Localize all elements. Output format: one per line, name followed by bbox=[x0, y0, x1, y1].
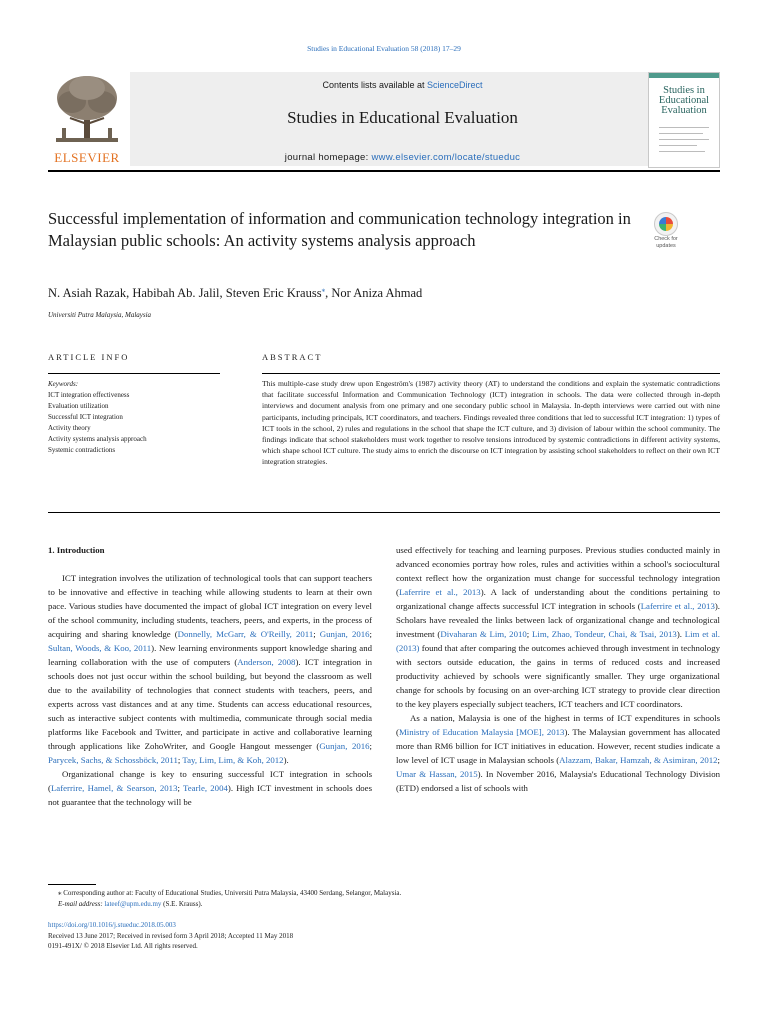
citation-link[interactable]: Sultan, Woods, & Koo, 2011 bbox=[48, 643, 152, 653]
elsevier-tree-icon bbox=[48, 72, 126, 148]
cover-title: Studies in Educational Evaluation bbox=[658, 85, 710, 116]
received-dates: Received 13 June 2017; Received in revised form 3 April 2018; Accepted 11 May 2018 bbox=[48, 931, 294, 940]
body-column-right bbox=[396, 543, 720, 795]
citation-link[interactable]: Lim, Zhao, Tondeur, Chai, & Tsai, 2013 bbox=[532, 629, 677, 639]
keywords-label: Keywords: bbox=[48, 380, 79, 388]
citation-link[interactable]: Laferrire et al., 2013 bbox=[640, 601, 715, 611]
paragraph-text: used effectively for teaching and learning purposes. Previous studies conducted mainly in advanced economies portray how roles, rules and activities within a school's sociocultural context reflect how the organization must change for successful technology integration ( bbox=[396, 545, 720, 597]
cover-decoration bbox=[659, 145, 697, 146]
email-note bbox=[48, 899, 720, 910]
section-heading-introduction: 1. Introduction bbox=[48, 545, 105, 555]
body-paragraph bbox=[48, 767, 372, 809]
citation-link[interactable]: Laferrire et al., 2013 bbox=[398, 587, 481, 597]
body-paragraph bbox=[48, 571, 372, 767]
cover-decoration bbox=[659, 127, 709, 128]
author-name[interactable]: Steven Eric Krauss bbox=[225, 286, 322, 301]
paragraph-text: As a nation, Malaysia is one of the highest in terms of ICT expenditures in schools ( bbox=[396, 713, 720, 737]
masthead-banner bbox=[130, 72, 675, 166]
paragraph-text: ). New learning environments support knowledge sharing and learning collaboration with the use of computers ( bbox=[48, 643, 372, 667]
citation-link[interactable]: Gunjan, 2016 bbox=[319, 741, 370, 751]
citation-separator: ; bbox=[526, 629, 533, 639]
journal-cover-thumbnail[interactable] bbox=[648, 72, 720, 168]
paragraph-text: ). The Malaysian government has allocated more than RM6 billion for ICT initiatives in education. However, recent studies indicate a low level of ICT usage in Malaysian schools ( bbox=[396, 727, 720, 765]
footnote-rule bbox=[48, 884, 96, 885]
contents-line bbox=[130, 80, 675, 90]
check-updates-label: Check for updates bbox=[654, 236, 678, 249]
masthead-rule bbox=[48, 170, 720, 172]
keyword: Successful ICT integration bbox=[48, 413, 123, 421]
citation-link[interactable]: Gunjan, 2016 bbox=[319, 629, 370, 639]
keywords-block bbox=[48, 379, 248, 456]
masthead bbox=[48, 72, 720, 168]
article-info-rule bbox=[48, 373, 220, 374]
paragraph-text: Organizational change is key to ensuring successful ICT integration in schools ( bbox=[48, 769, 372, 793]
email-owner: (S.E. Krauss). bbox=[163, 900, 203, 908]
paragraph-text: ). In November 2016, Malaysia's Educational Technology Division (ETD) endorsed a list of schools with bbox=[396, 769, 720, 793]
article-info-heading: ARTICLE INFO bbox=[48, 352, 130, 362]
keyword: Evaluation utilization bbox=[48, 402, 109, 410]
citation-separator: ; bbox=[369, 629, 372, 639]
affiliation: Universiti Putra Malaysia, Malaysia bbox=[48, 311, 152, 319]
citation-separator: ; bbox=[717, 755, 720, 765]
footnotes bbox=[48, 888, 720, 910]
citation-link[interactable]: Ministry of Education Malaysia [MOE], 2013 bbox=[398, 727, 565, 737]
journal-title: Studies in Educational Evaluation bbox=[287, 108, 518, 127]
elsevier-wordmark: ELSEVIER bbox=[54, 150, 120, 165]
paragraph-text: ). bbox=[283, 755, 289, 765]
keyword: Systemic contradictions bbox=[48, 446, 116, 454]
paragraph-text: ICT integration involves the utilization of technological tools that can support teachers to be innovative and effective in teaching while allowing students to learn at their own pace. Various studies have documented the impact of global ICT integration on every level of the school community, including students, teachers, peers, and experts, in the process of acquiring and sharing knowledge ( bbox=[48, 573, 372, 639]
paragraph-text: found that after comparing the outcomes achieved through investment in technology with sectors outside education, the gains in terms of reduced costs and increased productivity achieved by schools were significantly smaller. They urge organizational change for schools by focusing on an over-arching ICT strategy to provide clear direction to the key players especially subject teachers, ICT teachers and ICT coordinators. bbox=[396, 643, 720, 709]
homepage-prefix: journal homepage: bbox=[284, 152, 372, 163]
article-metadata bbox=[48, 920, 720, 952]
corresponding-author-mark[interactable]: ⁎ bbox=[321, 286, 326, 294]
body-paragraph bbox=[396, 543, 720, 711]
cover-decoration bbox=[659, 133, 703, 134]
citation-link[interactable]: Laferrire, Hamel, & Searson, 2013 bbox=[50, 783, 178, 793]
email-link[interactable]: lateef@upm.edu.my bbox=[104, 900, 162, 908]
author-name[interactable]: Habibah Ab. Jalil bbox=[132, 286, 220, 301]
abstract-rule bbox=[262, 373, 720, 374]
citation-link[interactable]: Divaharan & Lim, 2010 bbox=[440, 629, 527, 639]
author-name[interactable]: Nor Aniza Ahmad bbox=[331, 286, 423, 301]
cover-decoration bbox=[659, 151, 705, 152]
citation-separator: ; bbox=[177, 755, 183, 765]
keyword: Activity systems analysis approach bbox=[48, 435, 147, 443]
author-name[interactable]: N. Asiah Razak bbox=[48, 286, 127, 301]
abstract-bottom-rule bbox=[48, 512, 720, 513]
citation-link[interactable]: Anderson, 2008 bbox=[237, 657, 296, 667]
doi-link[interactable]: https://doi.org/10.1016/j.stueduc.2018.05.003 bbox=[48, 921, 176, 929]
article-title: Successful implementation of information and communication technology integration in Malaysian public schools: An activity systems analysis approach bbox=[48, 209, 631, 250]
body-column-left bbox=[48, 543, 372, 809]
email-label: E-mail address: bbox=[58, 900, 103, 908]
keyword: ICT integration effectiveness bbox=[48, 391, 130, 399]
keyword: Activity theory bbox=[48, 424, 91, 432]
citation-link[interactable]: Umar & Hassan, 2015 bbox=[396, 769, 478, 779]
check-for-updates-button[interactable] bbox=[646, 212, 686, 258]
citation-link[interactable]: Tay, Lim, Lim, & Koh, 2012 bbox=[182, 755, 284, 765]
citation-link[interactable]: Lim et al. (2013) bbox=[396, 629, 720, 653]
citation-separator: ; bbox=[313, 629, 320, 639]
elsevier-logo[interactable] bbox=[48, 72, 126, 166]
paragraph-text: ). A lack of understanding about the conditions pertaining to organizational change affects successful ICT integration in schools ( bbox=[396, 587, 720, 611]
sciencedirect-link[interactable]: ScienceDirect bbox=[427, 80, 483, 90]
cover-accent-bar bbox=[649, 73, 719, 78]
copyright: 0191-491X/ © 2018 Elsevier Ltd. All rights reserved. bbox=[48, 942, 198, 950]
citation-link[interactable]: Donnelly, McGarr, & O'Reilly, 2011 bbox=[177, 629, 314, 639]
author-list: N. Asiah Razak, Habibah Ab. Jalil, Steven Eric Krauss⁎, Nor Aniza Ahmad bbox=[48, 286, 423, 301]
citation-link[interactable]: Tearle, 2004 bbox=[183, 783, 228, 793]
paragraph-text: ). Scholars have revealed the links between lack of organizational change and technological investment ( bbox=[396, 601, 720, 639]
citation-separator: ; bbox=[177, 783, 183, 793]
paragraph-text: ). ICT integration in schools does not just occur within the school building, but beyond the classroom as well due to the availability of technologies that connect students with teachers, peers, and experts across vast distances and at any time. Students can access educational resources, such as interactive subject contents with multimedia, communicate through social media platforms like Facebook and Twitter, and participate in active and collaborative learning through applications like ZohoWriter, and Google Hangout messenger ( bbox=[48, 657, 372, 751]
corresponding-author-note: ⁎ Corresponding author at: Faculty of Educational Studies, Universiti Putra Malaysia, 43400 Serdang, Selangor, Malaysia. bbox=[58, 889, 402, 897]
contents-prefix: Contents lists available at bbox=[322, 80, 428, 90]
homepage-line bbox=[130, 152, 675, 163]
citation-link[interactable]: Parycek, Sachs, & Schossböck, 2011 bbox=[48, 755, 178, 765]
journal-homepage-link[interactable]: www.elsevier.com/locate/stueduc bbox=[371, 152, 521, 163]
citation-separator: ; bbox=[369, 741, 372, 751]
abstract-text: This multiple-case study drew upon Engeström's (1987) activity theory (AT) to understand the conditions and explain the systematic contradictions that facilitate successful Information and Communication Technology (ICT) integration in schools. The data were collected through in-depth interviews and document analysis from one primary and one secondary public school in Malaysia. In-depth interviews were carried out with nine participants, including principals, ICT coordinators, and teachers. Findings revealed three conditions that led to successful ICT integration: 1) types of ICT tools in the school, 2) rules and regulations in the school that shape the ICT culture, and 3) division of labour within the school community. The findings indicate that school stakeholders must work together to resolve tensions introduced by systemic contradictions in different activity systems, which shape school ICT culture. The study aims to enrich the discourse on ICT integration by assisting school stakeholders to reflect on their own ICT integration strategies. bbox=[262, 379, 720, 467]
citation-link[interactable]: Alazzam, Bakar, Hamzah, & Asimiran, 2012 bbox=[559, 755, 718, 765]
body-paragraph bbox=[396, 711, 720, 795]
cover-decoration bbox=[659, 139, 709, 140]
paragraph-text: ). bbox=[676, 629, 685, 639]
journal-reference-link[interactable]: Studies in Educational Evaluation 58 (2018) 17–29 bbox=[307, 44, 461, 53]
check-updates-icon bbox=[654, 212, 678, 236]
paragraph-text: ). High ICT investment in schools does not guarantee that the technology will be bbox=[48, 783, 373, 807]
abstract-heading: ABSTRACT bbox=[262, 352, 323, 362]
